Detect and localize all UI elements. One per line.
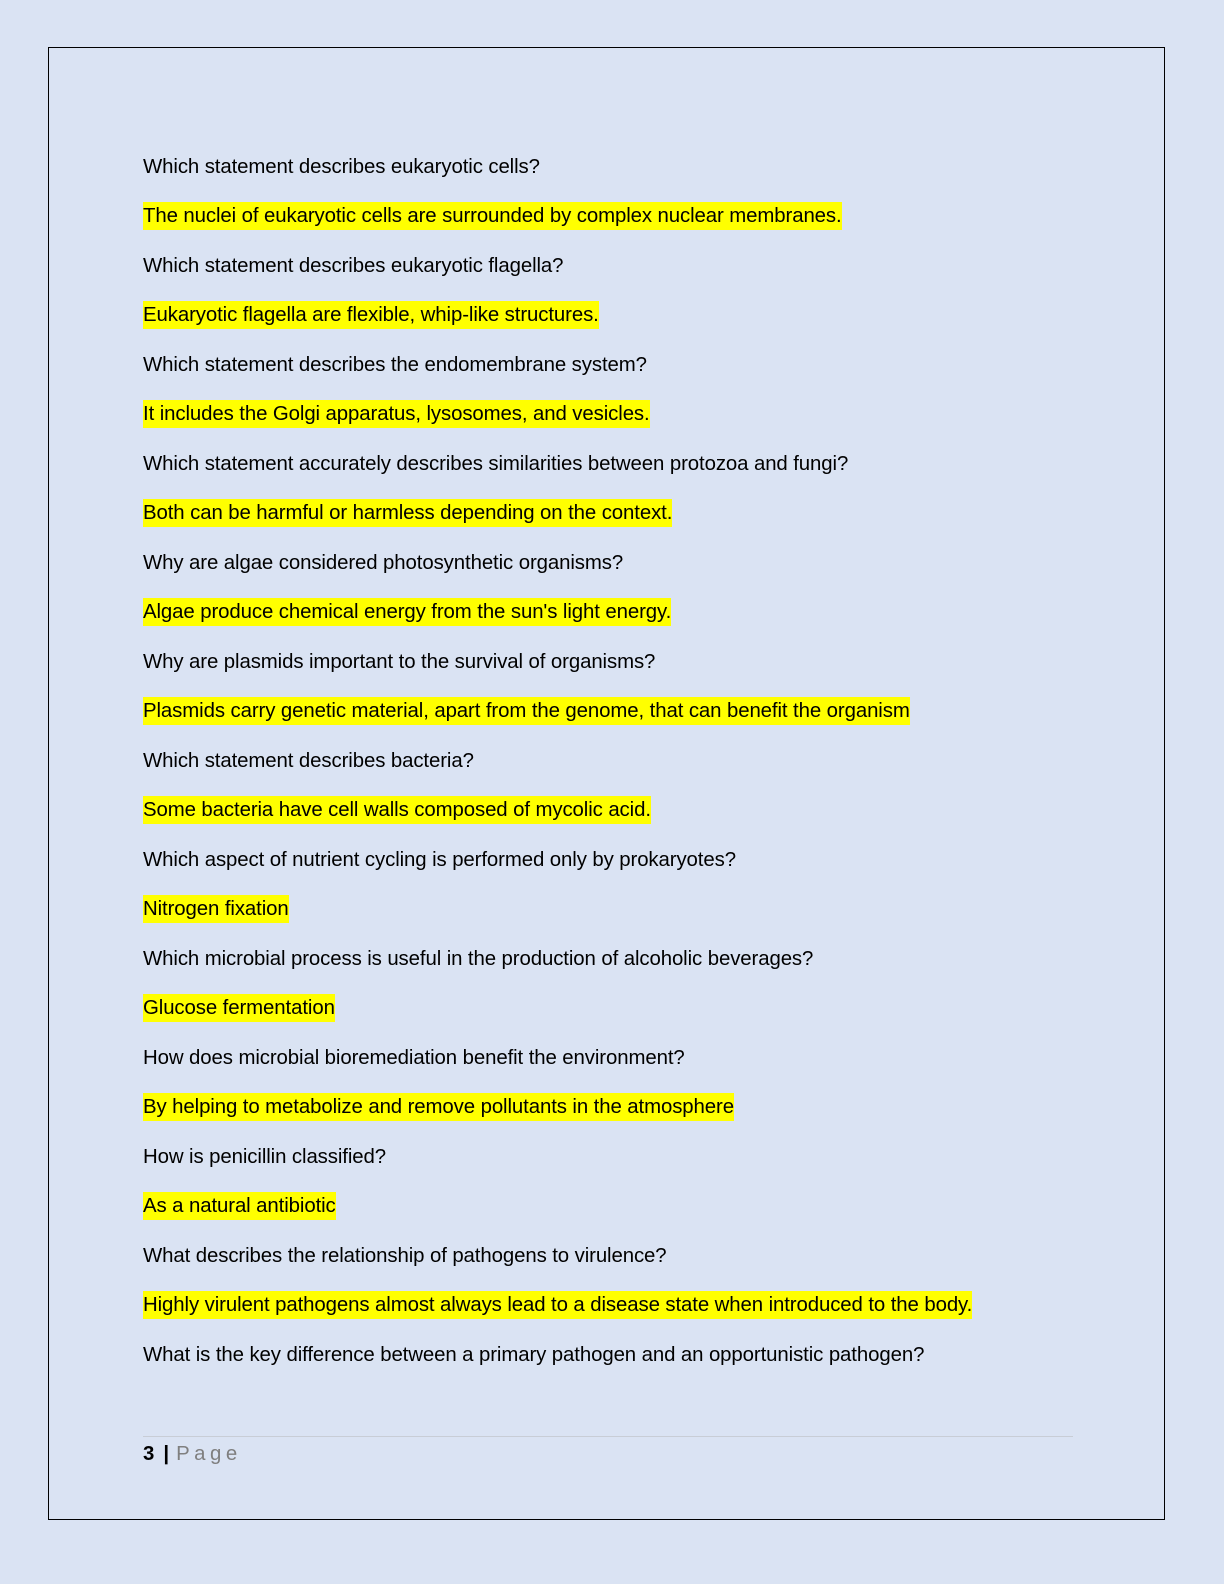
answer-line (143, 588, 1103, 638)
answer-line (143, 687, 1103, 737)
page-footer (143, 1440, 242, 1468)
answer-text-highlighted: The nuclei of eukaryotic cells are surrounded by complex nuclear membranes. (143, 202, 842, 230)
answer-line (143, 786, 1103, 836)
page-number: 3 (143, 1442, 155, 1465)
answer-text-highlighted: Highly virulent pathogens almost always lead to a disease state when introduced to the body. (143, 1291, 972, 1319)
question-text: Which statement describes eukaryotic cells? (143, 155, 540, 178)
answer-text-highlighted: Both can be harmful or harmless depending on the context. (143, 499, 672, 527)
qa-list (143, 142, 1103, 1380)
question-text: What describes the relationship of pathogens to virulence? (143, 1244, 667, 1267)
question-text: Why are algae considered photosynthetic organisms? (143, 551, 624, 574)
question-line (143, 241, 1103, 291)
question-line (143, 934, 1103, 984)
question-text: How does microbial bioremediation benefit the environment? (143, 1046, 685, 1069)
question-text: Which aspect of nutrient cycling is performed only by prokaryotes? (143, 848, 736, 871)
question-line (143, 835, 1103, 885)
question-line (143, 142, 1103, 192)
answer-line (143, 1083, 1103, 1133)
footer-divider (143, 1436, 1073, 1437)
question-line (143, 439, 1103, 489)
answer-text-highlighted: Nitrogen fixation (143, 895, 289, 923)
question-text: Which statement describes eukaryotic flagella? (143, 254, 564, 277)
trailing-question-line (143, 1330, 1103, 1380)
question-line (143, 340, 1103, 390)
answer-line (143, 1281, 1103, 1331)
question-line (143, 637, 1103, 687)
answer-line (143, 984, 1103, 1034)
footer-separator: | (163, 1442, 170, 1465)
answer-text-highlighted: Glucose fermentation (143, 994, 335, 1022)
answer-line (143, 192, 1103, 242)
answer-line (143, 885, 1103, 935)
answer-line (143, 291, 1103, 341)
question-line (143, 736, 1103, 786)
answer-line (143, 390, 1103, 440)
answer-text-highlighted: Some bacteria have cell walls composed of mycolic acid. (143, 796, 651, 824)
question-text: Which statement describes bacteria? (143, 749, 474, 772)
question-text: How is penicillin classified? (143, 1145, 387, 1168)
question-text: Which statement describes the endomembrane system? (143, 353, 647, 376)
question-text: Which microbial process is useful in the production of alcoholic beverages? (143, 947, 814, 970)
question-text: Which statement accurately describes similarities between protozoa and fungi? (143, 452, 849, 475)
answer-text-highlighted: Algae produce chemical energy from the sun's light energy. (143, 598, 671, 626)
answer-text-highlighted: Plasmids carry genetic material, apart from the genome, that can benefit the organism (143, 697, 910, 725)
question-line (143, 538, 1103, 588)
trailing-question-text: What is the key difference between a primary pathogen and an opportunistic pathogen? (143, 1343, 925, 1366)
answer-line (143, 1182, 1103, 1232)
question-line (143, 1231, 1103, 1281)
answer-text-highlighted: It includes the Golgi apparatus, lysosomes, and vesicles. (143, 400, 650, 428)
answer-line (143, 489, 1103, 539)
question-text: Why are plasmids important to the survival of organisms? (143, 650, 656, 673)
question-line (143, 1132, 1103, 1182)
answer-text-highlighted: As a natural antibiotic (143, 1192, 336, 1220)
answer-text-highlighted: Eukaryotic flagella are flexible, whip-like structures. (143, 301, 599, 329)
question-line (143, 1033, 1103, 1083)
page-label: Page (176, 1442, 242, 1465)
answer-text-highlighted: By helping to metabolize and remove pollutants in the atmosphere (143, 1093, 734, 1121)
